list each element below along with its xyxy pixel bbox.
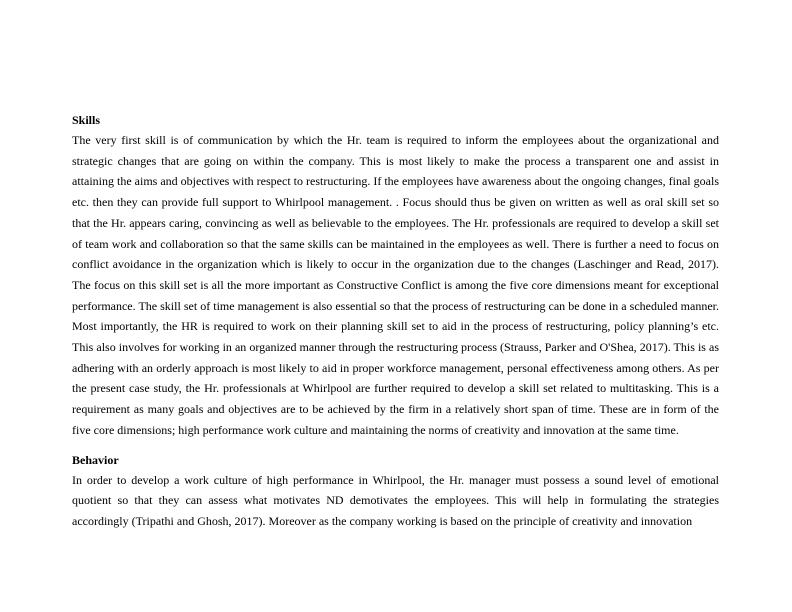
section-body-skills: The very first skill is of communication by which the Hr. team is required to inform the employees about the organizational and strategic changes that are going on within the company. This is most likely to make the process a transparent one and assist in attaining the aims and objectives with respect to restructuring. If the employees have awareness about the ongoing changes, final goals etc. then they can provide full support to Whirlpool management. . Focus should thus be given on written as well as oral skill set so that the Hr. appears caring, convincing as well as believable to the employees. The Hr. professionals are required to develop a skill set of team work and collaboration so that the same skills can be maintained in the employees as well. There is further a need to focus on conflict avoidance in the organization which is likely to occur in the organization due to the changes (Laschinger and Read, 2017). The focus on this skill set is all the more important as Constructive Conflict is among the five core dimensions meant for exceptional performance. The skill set of time management is also essential so that the process of restructuring can be done in a scheduled manner. Most importantly, the HR is required to work on their planning skill set to aid in the process of restructuring, policy planning’s etc. This also involves for working in an organized manner through the restructuring process (Strauss, Parker and O'Shea, 2017). This is as adhering with an orderly approach is most likely to aid in proper workforce management, personal effectiveness among others. As per the present case study, the Hr. professionals at Whirlpool are further required to develop a skill set related to multitasking. This is a requirement as many goals and objectives are to be achieved by the firm in a relatively short span of time. These are in form of the five core dimensions; high performance work culture and maintaining the norms of creativity and innovation at the same time. xyxy=(72,133,719,437)
section-spacer xyxy=(72,441,719,451)
section-skills xyxy=(72,111,719,441)
section-behavior xyxy=(72,451,719,532)
document-page xyxy=(72,111,719,532)
section-heading-behavior: Behavior xyxy=(72,452,119,467)
section-body-behavior: In order to develop a work culture of high performance in Whirlpool, the Hr. manager must possess a sound level of emotional quotient so that they can assess what motivates ND demotivates the employees. This will help in formulating the strategies accordingly (Tripathi and Ghosh, 2017). Moreover as the company working is based on the principle of creativity and innovation xyxy=(72,472,719,528)
section-heading-skills: Skills xyxy=(72,113,101,127)
